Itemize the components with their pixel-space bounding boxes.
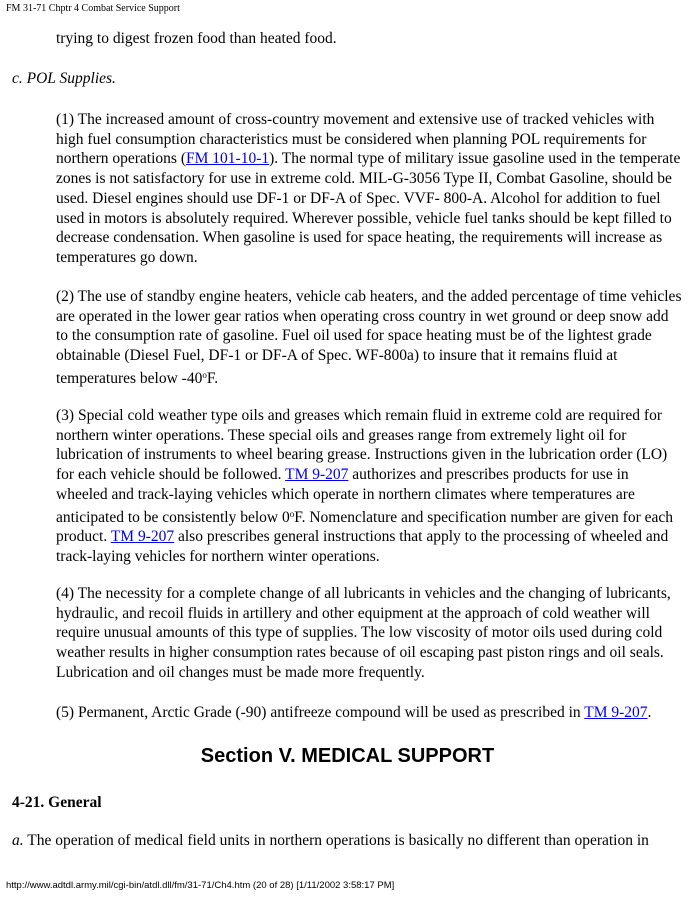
- paragraph-heading: 4-21. General: [12, 794, 102, 811]
- degree-sign: o: [289, 508, 295, 519]
- paragraph-3-text-a: (3) Special cold weather type oils and greases which remain fluid in extreme cold are required for northern winter operations. These special oils and greases range from extremely light oil for lubrication of instruments to wheel bearing grease. Instructions given in the lubrication order (LO) for each vehicle should be followed.: [56, 407, 668, 484]
- subsection-heading: [12, 69, 680, 89]
- continuation-text: trying to digest frozen food than heated food.: [56, 30, 337, 47]
- paragraph-3-text-c: F. Nomenclature and specification number are given for each product.: [56, 508, 674, 546]
- paragraph-1-text-b: ). The normal type of military issue gasoline used in the temperate zones is not satisfactory for use in extreme cold. MIL-G-3056 Type II, Combat Gasoline, should be used. Diesel engines should use DF-1 or DF-A of Spec. VVF- 800-A. Alcohol for addition to fuel used in motors is absolutely required. Wherever possible, vehicle fuel tanks should be kept filled to decrease condensation. When gasoline is used for space heating, the requirements will increase as temperatures go down.: [56, 150, 681, 266]
- page-footer: http://www.adtdl.army.mil/cgi-bin/atdl.dll/fm/31-71/Ch4.htm (20 of 28) [1/11/2002 3:58:17 PM]: [6, 880, 395, 891]
- paragraph-a-letter: a.: [12, 832, 24, 849]
- paragraph-a: [12, 831, 680, 851]
- paragraph-a-text: The operation of medical field units in northern operations is basically no different than operation in: [23, 832, 649, 849]
- fm-101-10-1-link[interactable]: FM 101-10-1: [186, 150, 270, 168]
- tm-9-207-link[interactable]: TM 9-207: [584, 704, 648, 721]
- paragraph-1: [56, 110, 682, 268]
- paragraph-3-text-d: also prescribes general instructions that apply to the processing of wheeled and track-laying vehicles for northern winter operations.: [56, 528, 669, 565]
- running-header: FM 31-71 Chptr 4 Combat Service Support: [6, 3, 180, 14]
- paragraph-5-text-a: (5) Permanent, Arctic Grade (-90) antifreeze compound will be used as prescribed in: [56, 704, 585, 721]
- paragraph-2-unit: F.: [206, 369, 219, 387]
- paragraph-3: [56, 406, 682, 567]
- paragraph-3-text-b: authorizes and prescribes products for use in wheeled and track-laying vehicles which operate in northern climates where temperatures are anticipated to be consistently below 0: [56, 466, 635, 526]
- paragraph-5-text-b: .: [647, 704, 652, 721]
- subsection-title: POL Supplies.: [26, 70, 116, 87]
- paragraph-2-text: (2) The use of standby engine heaters, vehicle cab heaters, and the added percentage of time vehicles are operated in the lower gear ratios when operating cross country in wet ground or deep snow add to the consumption rate of gasoline. Fuel oil used for space heating must be of the lightest grade obtainable (Diesel Fuel, DF-1 or DF-A of Spec. WF-800a) to insure that it remains fluid at temperatures below -40: [56, 288, 682, 387]
- paragraph-1-text-a: (1) The increased amount of cross-country movement and extensive use of tracked vehicles with high fuel consumption characteristics must be considered when planning POL requirements for northern operations (: [56, 111, 655, 168]
- tm-9-207-link[interactable]: TM 9-207: [285, 466, 349, 484]
- degree-sign: o: [202, 369, 207, 380]
- paragraph-2: [56, 287, 682, 389]
- section-title: Section V. MEDICAL SUPPORT: [200, 745, 495, 767]
- paragraph-4: (4) The necessity for a complete change of all lubricants in vehicles and the changing of lubricants, hydraulic, and recoil fluids in artillery and other equipment at the approach of cold weather will require unusual amounts of this type of supplies. The low viscosity of motor oils used during cold weather results in higher consumption rates because of oil escaping past piston rings and oil seals. Lubrication and oil changes must be made more frequently.: [56, 585, 671, 681]
- paragraph-5: [56, 703, 682, 723]
- subsection-letter: c.: [12, 70, 23, 87]
- tm-9-207-link[interactable]: TM 9-207: [110, 528, 175, 546]
